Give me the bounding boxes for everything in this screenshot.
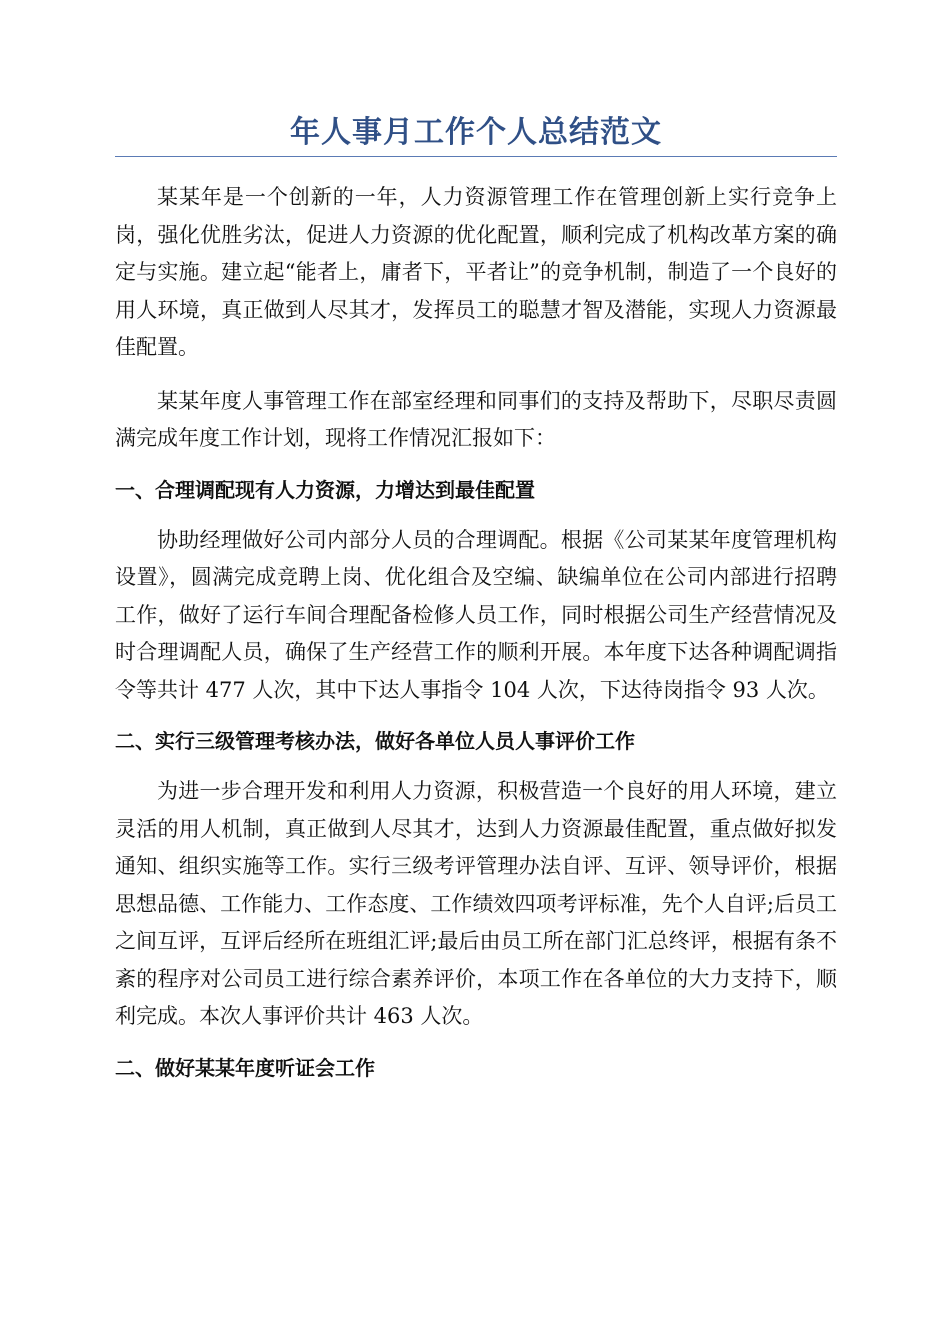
paragraph-summary-lead: 某某年度人事管理工作在部室经理和同事们的支持及帮助下，尽职尽责圆满完成年度工作计划，现将工作情况汇报如下： [115,388,837,450]
document-title: 年人事月工作个人总结范文 [115,112,837,157]
section-heading-2: 二、实行三级管理考核办法，做好各单位人员人事评价工作 [115,729,635,753]
paragraph-intro: 某某年是一个创新的一年，人力资源管理工作在管理创新上实行竞争上岗，强化优胜劣汰，促进人力资源的优化配置，顺利完成了机构改革方案的确定与实施。建立起“能者上，庸者下，平者让”的竞争机制，制造了一个良好的用人环境，真正做到人尽其才，发挥员工的聪慧才智及潜能，实现人力资源最佳配置。 [115,185,837,359]
section-heading-1: 一、合理调配现有人力资源，力增达到最佳配置 [115,477,535,502]
paragraph-section-2: 为进一步合理开发和利用人力资源，积极营造一个良好的用人环境，建立灵活的用人机制，真正做到人尽其才，达到人力资源最佳配置，重点做好拟发通知、组织实施等工作。实行三级考评管理办法自评、互评、领导评价，根据思想品德、工作能力、工作态度、工作绩效四项考评标准，先个人自评;后员工之间互评，互评后经所在班组汇评;最后由员工所在部门汇总终评，根据有条不紊的程序对公司员工进行综合素养评价，本项工作在各单位的大力支持下，顺利完成。本次人事评价共计 463 人次。 [115,779,837,1028]
section-heading-3: 二、做好某某年度听证会工作 [115,1055,375,1080]
paragraph-section-1: 协助经理做好公司内部分人员的合理调配。根据《公司某某年度管理机构设置》，圆满完成竞聘上岗、优化组合及空编、缺编单位在公司内部进行招聘工作，做好了运行车间合理配备检修人员工作，同时根据公司生产经营情况及时合理调配人员，确保了生产经营工作的顺利开展。本年度下达各种调配调指令等共计 477 人次，其中下达人事指令 104 人次，下达待岗指令 93 人次。 [115,527,837,702]
document-body [115,112,837,1084]
